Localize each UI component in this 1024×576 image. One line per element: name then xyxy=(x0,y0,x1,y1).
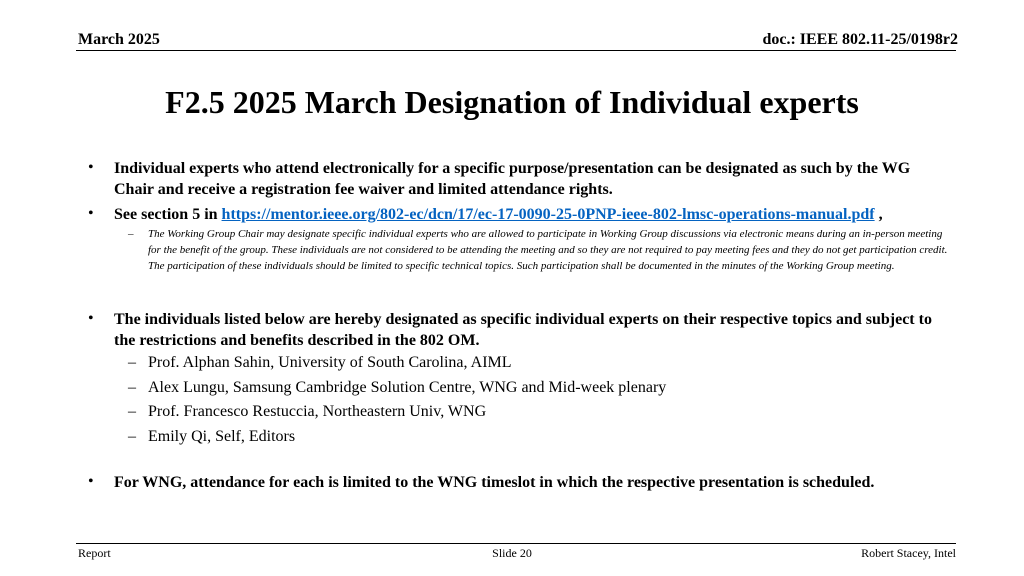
expert-item-1: Prof. Alphan Sahin, University of South Carolina, AIML xyxy=(148,354,512,371)
header-divider xyxy=(76,50,956,51)
bullet-text-2 xyxy=(114,204,944,225)
expert-dash-3: – xyxy=(128,403,136,420)
slide-title: F2.5 2025 March Designation of Individual experts xyxy=(165,84,859,120)
bullet-marker-1: • xyxy=(88,159,94,176)
header-doc-id: doc.: IEEE 802.11-25/0198r2 xyxy=(762,31,958,48)
footer-author: Robert Stacey, Intel xyxy=(861,546,956,560)
expert-item-2: Alex Lungu, Samsung Cambridge Solution Centre, WNG and Mid-week plenary xyxy=(148,379,667,396)
operations-manual-link[interactable]: https://mentor.ieee.org/802-ec/dcn/17/ec-17-0090-25-0PNP-ieee-802-lmsc-operations-manual.pdf xyxy=(221,206,875,223)
footer-left: Report xyxy=(78,546,111,560)
bullet-text-2-suffix: , xyxy=(874,206,883,223)
expert-dash-4: – xyxy=(128,428,136,445)
expert-item-4: Emily Qi, Self, Editors xyxy=(148,428,296,445)
bullet-marker-2: • xyxy=(88,205,94,222)
om-quote: The Working Group Chair may designate specific individual experts who are allowed to participate in Working Group discussions via electronic means during an in-person meeting for the benefit of the group. These individuals are not considered to be attending the meeting and so they are not required to pay meeting fees and they do not get participation credit. The participation of these individuals should be limited to specific technical topics. Such participation shall be documented in the minutes of the Working Group meeting. xyxy=(148,228,948,272)
slide-number: Slide 20 xyxy=(492,546,532,560)
quote-dash: – xyxy=(128,228,134,240)
bullet-marker-4: • xyxy=(88,473,94,490)
footer-divider xyxy=(76,543,956,544)
bullet-text-4: For WNG, attendance for each is limited to the WNG timeslot in which the respective presentation is scheduled. xyxy=(114,474,875,491)
expert-dash-2: – xyxy=(128,379,136,396)
expert-item-3: Prof. Francesco Restuccia, Northeastern Univ, WNG xyxy=(148,403,487,420)
bullet-text-2-prefix: See section 5 in xyxy=(114,206,222,223)
bullet-marker-3: • xyxy=(88,310,94,327)
bullet-text-1: Individual experts who attend electronically for a specific purpose/presentation can be designated as such by the WG Chair and receive a registration fee waiver and limited attendance rights. xyxy=(114,160,911,198)
header-date: March 2025 xyxy=(78,31,160,48)
expert-dash-1: – xyxy=(128,354,136,371)
bullet-text-3: The individuals listed below are hereby designated as specific individual experts on their respective topics and subject to the restrictions and benefits described in the 802 OM. xyxy=(114,311,932,349)
